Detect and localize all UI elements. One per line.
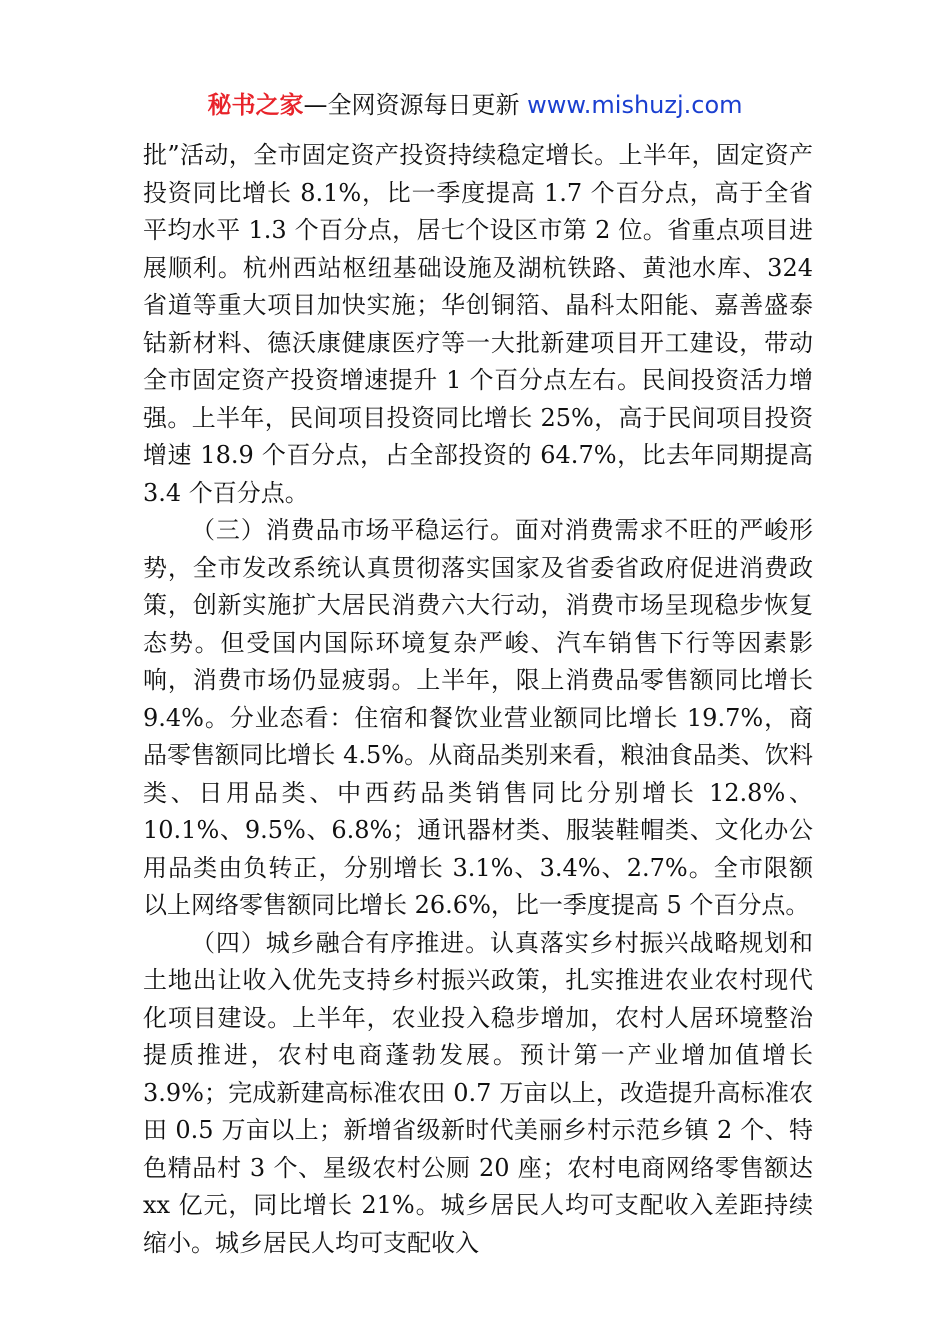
site-header xyxy=(0,88,950,122)
paragraph-investment: 批”活动，全市固定资产投资持续稳定增长。上半年，固定资产投资同比增长 8.1%，比一季度提高 1.7 个百分点，高于全省平均水平 1.3 个百分点，居七个设区市第 2 位。省重点项目进展顺利。杭州西站枢纽基础设施及湖杭铁路、黄池水库、324 省道等重大项目加快实施；华创铜箔、晶科太阳能、嘉善盛泰钴新材料、德沃康健康医疗等一大批新建项目开工建设，带动全市固定资产投资增速提升 1 个百分点左右。民间投资活力增强。上半年，民间项目投资同比增长 25%，高于民间项目投资增速 18.9 个百分点，占全部投资的 64.7%，比去年同期提高 3.4 个百分点。 xyxy=(143,141,813,507)
brand-name: 秘书之家 xyxy=(207,91,304,119)
header-tagline: 全网资源每日更新 xyxy=(327,91,520,119)
paragraph-consumer-market: （三）消费品市场平稳运行。面对消费需求不旺的严峻形势，全市发改系统认真贯彻落实国家及省委省政府促进消费政策，创新实施扩大居民消费六大行动，消费市场呈现稳步恢复态势。但受国内国际环境复杂严峻、汽车销售下行等因素影响，消费市场仍显疲弱。上半年，限上消费品零售额同比增长 9.4%。分业态看：住宿和餐饮业营业额同比增长 19.7%，商品零售额同比增长 4.5%。从商品类别来看，粮油食品类、饮料类、日用品类、中西药品类销售同比分别增长 12.8%、10.1%、9.5%、6.8%；通讯器材类、服装鞋帽类、文化办公用品类由负转正，分别增长 3.1%、3.4%、2.7%。全市限额以上网络零售额同比增长 26.6%，比一季度提高 5 个百分点。 xyxy=(143,516,813,919)
header-dash: — xyxy=(303,91,328,119)
site-url-link[interactable]: www.mishuzj.com xyxy=(527,91,743,119)
paragraph-urban-rural: （四）城乡融合有序推进。认真落实乡村振兴战略规划和土地出让收入优先支持乡村振兴政策，扎实推进农业农村现代化项目建设。上半年，农业投入稳步增加，农村人居环境整治提质推进，农村电商蓬勃发展。预计第一产业增加值增长 3.9%；完成新建高标准农田 0.7 万亩以上，改造提升高标准农田 0.5 万亩以上；新增省级新时代美丽乡村示范乡镇 2 个、特色精品村 3 个、星级农村公厕 20 座；农村电商网络零售额达 xx 亿元，同比增长 21%。城乡居民人均可支配收入差距持续缩小。城乡居民人均可支配收入 xyxy=(143,928,813,1257)
document-body xyxy=(143,137,813,1262)
